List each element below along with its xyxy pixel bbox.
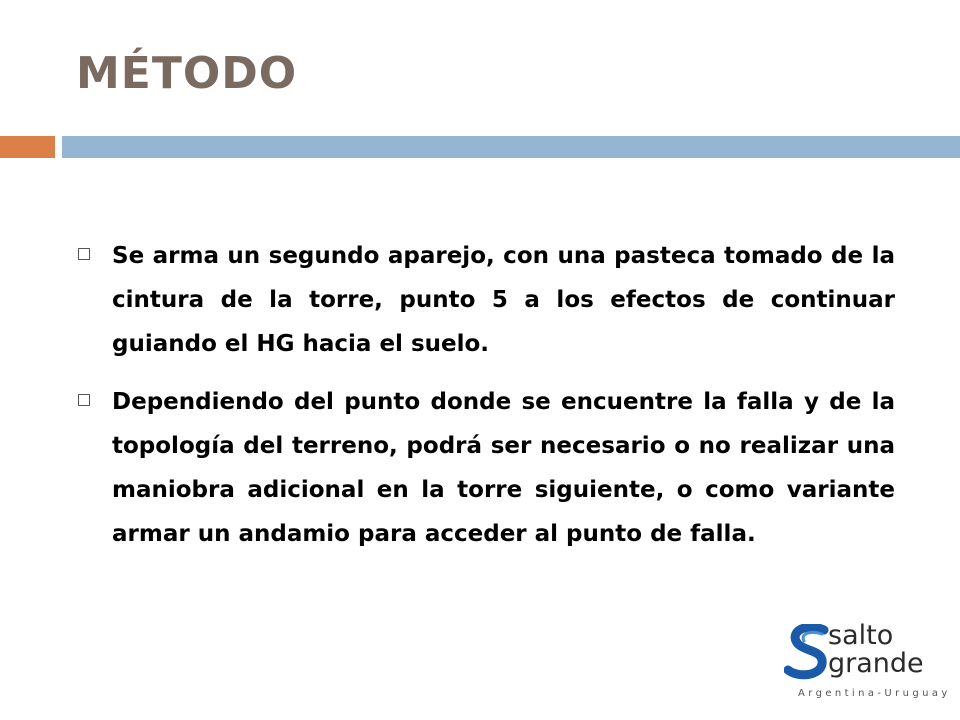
- slide-title: MÉTODO: [76, 48, 298, 99]
- bullet-item: [78, 380, 895, 556]
- logo-subtitle: Argentina-Uruguay: [798, 688, 951, 699]
- salto-grande-logo: [782, 620, 951, 708]
- logo-word-line1: salto: [828, 620, 894, 651]
- salto-grande-logo-icon: [784, 624, 830, 680]
- bullet-text: Se arma un segundo aparejo, con una pasteca tomado de la cintura de la torre, punto 5 a los efectos de continuar guiando el HG hacia el suelo.: [112, 243, 895, 357]
- square-bullet-icon: [78, 394, 90, 406]
- bullet-text: Dependiendo del punto donde se encuentre la falla y de la topología del terreno, podrá ser necesario o no realizar una maniobra adicional en la torre siguiente, o como variante armar un andamio para acceder al punto de falla.: [112, 389, 895, 547]
- title-underline-bar: [62, 136, 960, 158]
- logo-word-line2: grande: [828, 648, 924, 679]
- bullet-list: [78, 234, 895, 570]
- square-bullet-icon: [78, 248, 90, 260]
- bullet-item: [78, 234, 895, 366]
- title-accent-bar: [0, 136, 55, 158]
- logo-wordmark: [828, 622, 924, 678]
